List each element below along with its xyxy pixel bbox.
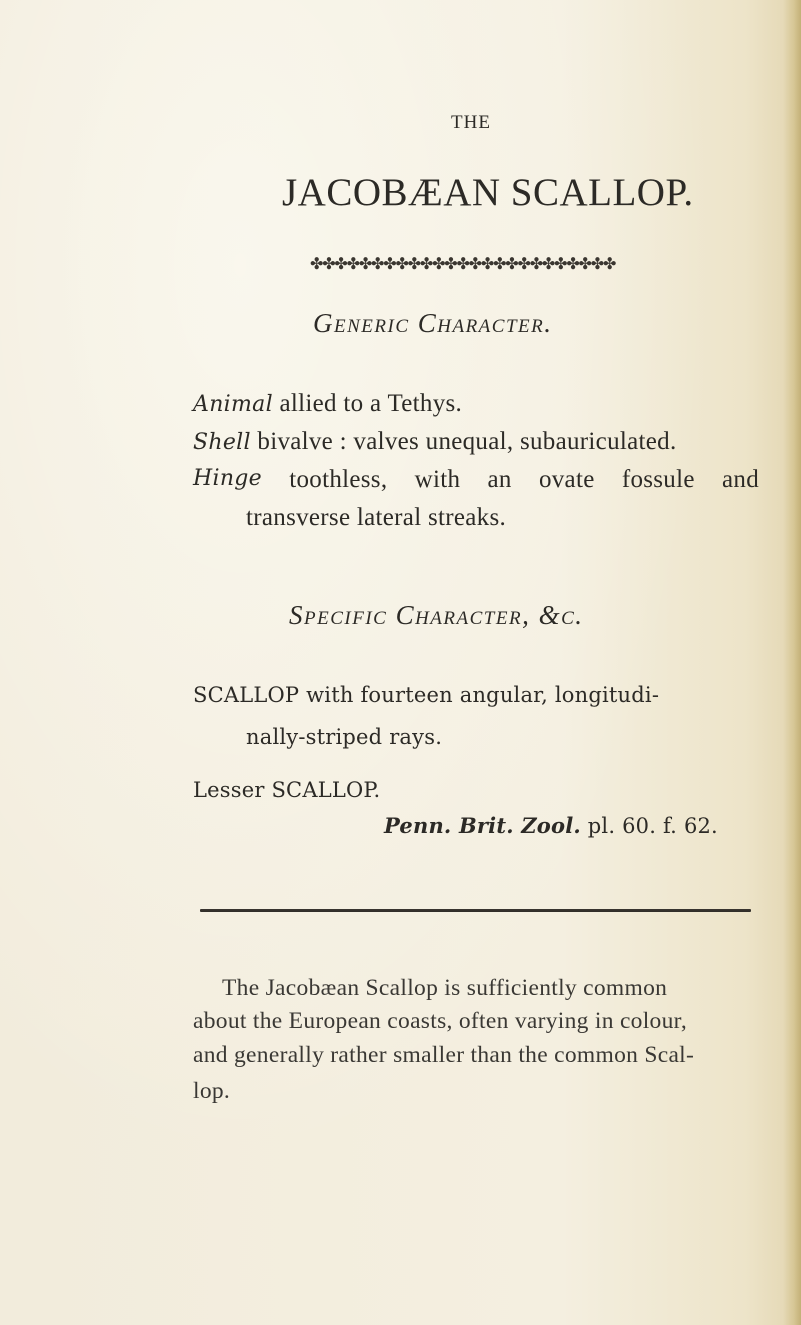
- definition-animal-text: allied to a Tethys.: [272, 390, 463, 417]
- term-animal: Animal: [193, 392, 273, 417]
- hinge-word: fossule: [621, 466, 695, 493]
- hinge-word: with: [414, 466, 461, 493]
- description-line-4: lop.: [193, 1078, 231, 1104]
- reference-title: Penn. Brit. Zool.: [384, 813, 581, 838]
- term-shell: Shell: [193, 430, 251, 455]
- definition-hinge-continued: transverse lateral streaks.: [246, 504, 507, 531]
- definition-shell-text: bivalve : valves unequal, subauriculated.: [250, 428, 677, 455]
- generic-character-heading: Generic Character.: [313, 308, 553, 338]
- reference-plate: pl. 60. f. 62.: [580, 814, 718, 838]
- hinge-word: and: [722, 466, 759, 493]
- term-hinge: Hinge: [193, 466, 262, 491]
- specific-line-1: SCALLOP with fourteen angular, longitudi-: [193, 683, 660, 707]
- horizontal-rule: [200, 909, 751, 912]
- description-line-1: The Jacobæan Scallop is sufficiently common: [222, 975, 668, 1001]
- header-the: THE: [451, 112, 491, 133]
- definition-shell: [193, 428, 677, 456]
- definition-hinge: [193, 466, 759, 494]
- ornament-divider: ✤✤✤✤✤✤✤✤✤✤✤✤✤✤✤✤✤✤✤✤✤✤✤✤✤: [310, 254, 616, 273]
- specific-line-2: nally-striped rays.: [246, 725, 443, 749]
- hinge-word: ovate: [538, 466, 595, 493]
- definition-animal: [193, 390, 462, 418]
- hinge-word: an: [487, 466, 512, 493]
- specific-line-3: Lesser SCALLOP.: [193, 778, 381, 802]
- description-line-3: and generally rather smaller than the common Scal-: [193, 1042, 695, 1068]
- hinge-word: toothless,: [289, 466, 388, 493]
- specific-character-heading: Specific Character, &c.: [289, 600, 584, 630]
- pennant-reference: [384, 813, 718, 838]
- page-edge-shading: [783, 0, 801, 1325]
- page-title: JACOBÆAN SCALLOP.: [282, 171, 694, 214]
- description-line-2: about the European coasts, often varying in colour,: [193, 1008, 688, 1034]
